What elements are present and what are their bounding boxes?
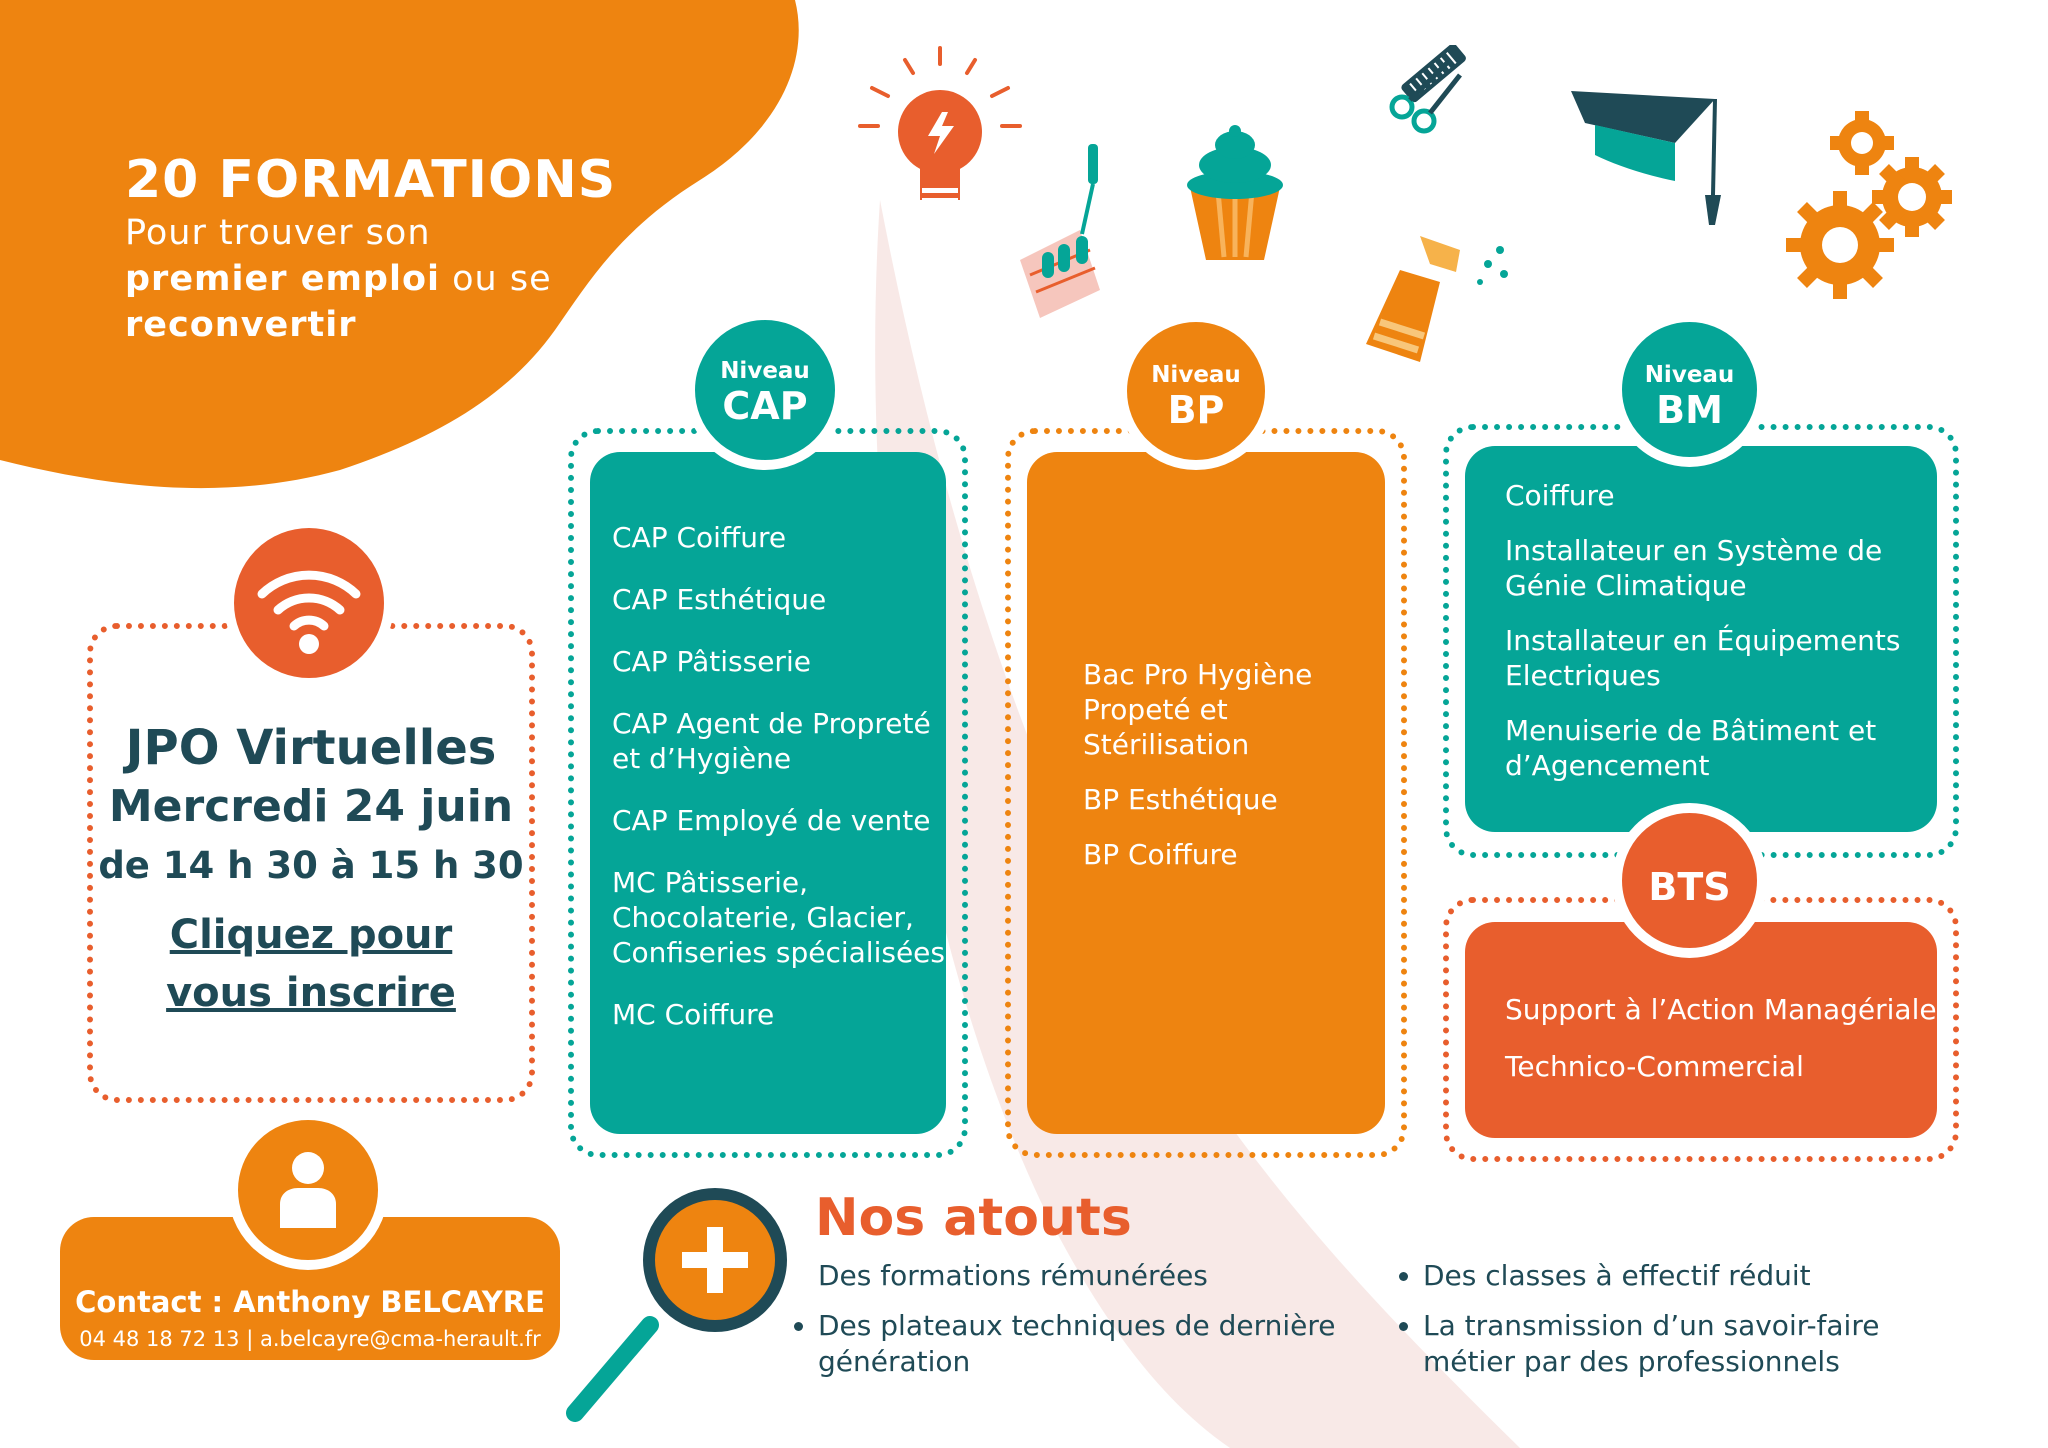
cupcake-icon (1180, 125, 1290, 265)
cap-panel (590, 452, 946, 1134)
bp-badge (1117, 312, 1275, 470)
atout-item: • Des plateaux techniques de dernière génération (818, 1308, 1370, 1380)
bp-level-code: BP (1167, 388, 1225, 432)
headline-subtitle (125, 210, 616, 348)
bts-badge (1612, 803, 1767, 958)
subtitle-line1: Pour trouver son (125, 213, 431, 253)
cap-item: CAP Coiffure (612, 521, 787, 554)
bm-item: Installateur en Système de Génie Climatique (1505, 534, 1883, 602)
bm-item: Installateur en Équipements Electriques (1505, 624, 1901, 692)
wifi-badge (224, 518, 394, 688)
bm-item: Menuiserie de Bâtiment et d’Agencement (1505, 714, 1877, 782)
cap-item: MC Pâtisserie, Chocolaterie, Glacier, Confiseries spécialisées (612, 866, 945, 969)
bts-item: Support à l’Action Managériale (1505, 993, 1937, 1026)
cap-list (590, 452, 946, 1032)
atout-item: Des formations rémunérées (818, 1259, 1208, 1292)
user-badge (228, 1110, 388, 1270)
cap-level-code: CAP (722, 384, 808, 428)
atouts-left (790, 1258, 1370, 1394)
bts-item: Technico-Commercial (1505, 1050, 1804, 1083)
bm-level-code: BM (1656, 388, 1723, 432)
bp-panel (1027, 452, 1385, 1134)
bm-panel (1465, 446, 1937, 832)
bp-item: Bac Pro Hygiène Propeté et Stérilisation (1083, 658, 1313, 761)
register-link[interactable]: Cliquez pour vous inscrire (166, 912, 456, 1016)
bm-level-prefix: Niveau (1644, 362, 1735, 388)
subtitle-rest: ou se (440, 259, 552, 299)
bp-item: BP Coiffure (1083, 838, 1238, 871)
contact-details[interactable]: 04 48 18 72 13 | a.belcayre@cma-herault.fr (79, 1327, 541, 1351)
nail-polish-icon (1010, 140, 1120, 320)
headline (125, 150, 616, 348)
atouts-right (1395, 1258, 1955, 1394)
bm-badge (1612, 312, 1767, 467)
cap-item: CAP Agent de Propreté et d’Hygiène (612, 707, 931, 775)
cap-item: CAP Pâtisserie (612, 645, 811, 678)
bp-list (1027, 452, 1385, 872)
gears-icon (1780, 105, 1970, 305)
jpo-time: de 14 h 30 à 15 h 30 (98, 844, 524, 887)
contact-name: Contact : Anthony BELCAYRE (75, 1285, 545, 1319)
bp-level-prefix: Niveau (1151, 362, 1241, 388)
graduation-cap-icon (1565, 85, 1735, 235)
bm-item: Coiffure (1505, 479, 1615, 512)
jpo-text (90, 718, 532, 1022)
bp-item: BP Esthétique (1083, 783, 1278, 816)
lightbulb-icon (850, 40, 1030, 230)
cap-badge (685, 310, 845, 470)
scissors-comb-icon (1380, 45, 1490, 135)
jpo-title: JPO Virtuelles (125, 720, 497, 776)
atouts-title: Nos atouts (815, 1188, 1132, 1248)
cap-item: CAP Esthétique (612, 583, 827, 616)
atout-item: • Des classes à effectif réduit (1423, 1258, 1955, 1294)
atout-item: • La transmission d’un savoir-faire métier par des professionnels (1423, 1308, 1955, 1380)
spray-bottle-icon (1360, 230, 1510, 370)
user-icon (238, 1120, 378, 1260)
subtitle-bold1: premier emploi (125, 259, 441, 299)
magnifier-plus-icon (555, 1185, 795, 1425)
cap-item: MC Coiffure (612, 998, 775, 1031)
cap-level-prefix: Niveau (720, 358, 810, 384)
cap-item: CAP Employé de vente (612, 804, 931, 837)
jpo-date: Mercredi 24 juin (108, 781, 514, 832)
subtitle-bold2: reconvertir (125, 305, 357, 345)
wifi-icon (234, 528, 384, 678)
bts-level-code: BTS (1648, 865, 1731, 909)
bm-list (1465, 446, 1937, 783)
headline-title: 20 FORMATIONS (125, 150, 617, 210)
